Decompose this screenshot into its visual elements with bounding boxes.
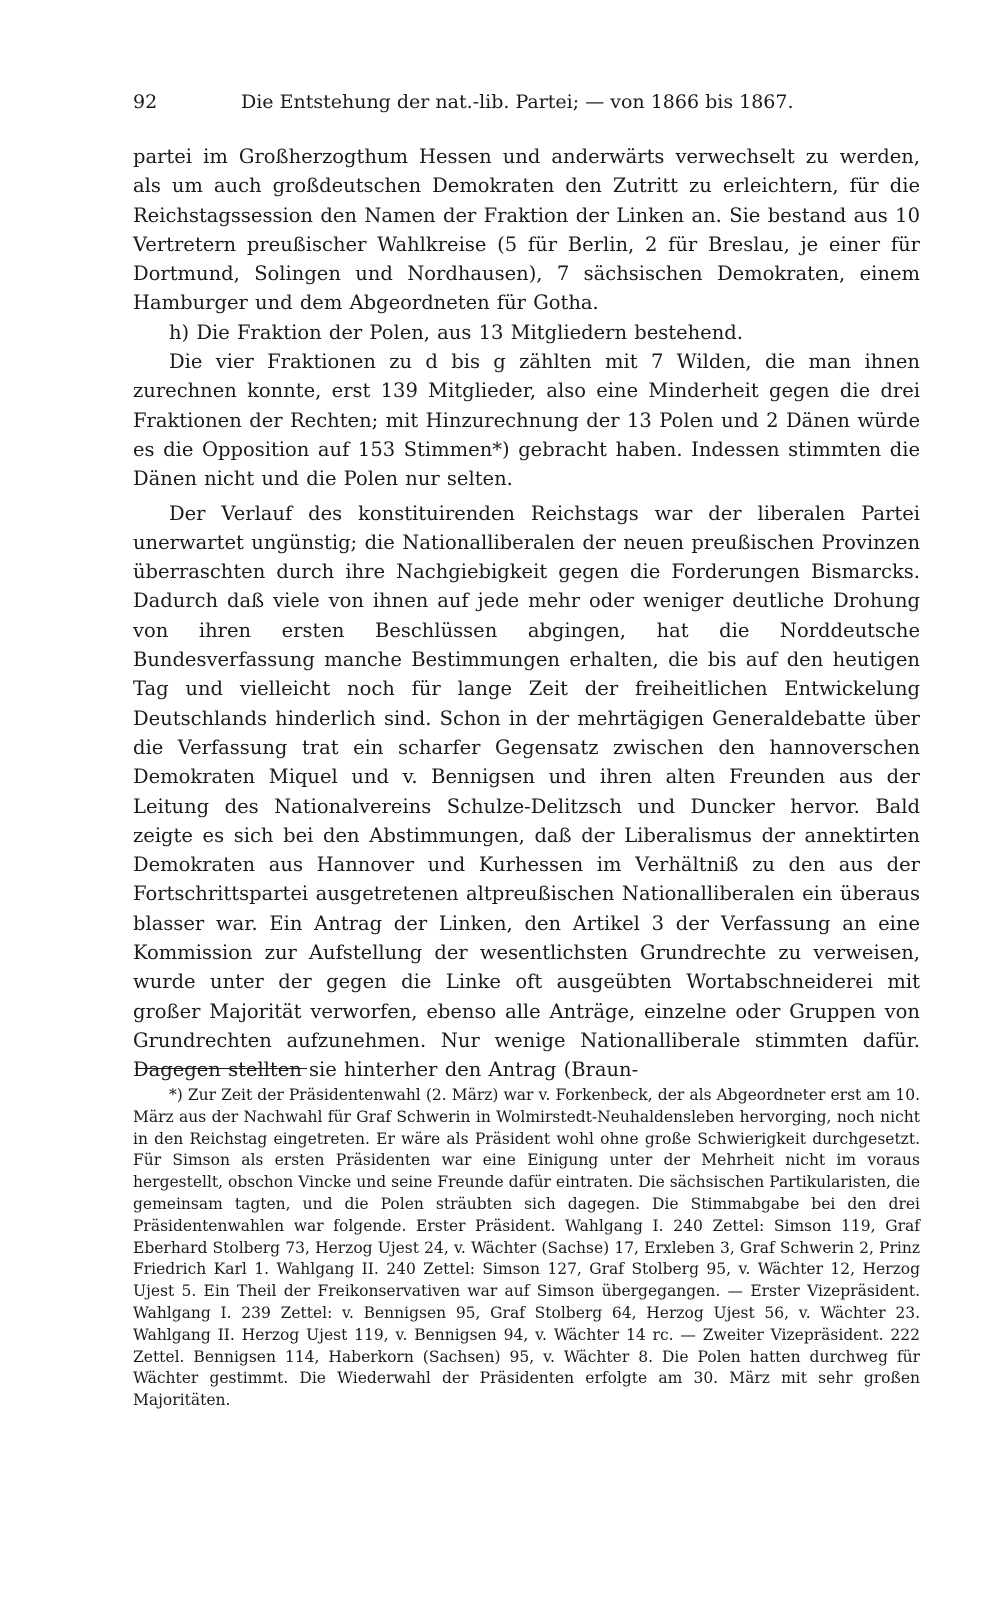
paragraph-continuation: partei im Großherzogthum Hessen und anderwärts verwechselt zu werden, als um auch großdeutschen Demokraten den Zutritt zu erleichtern, für die Reichstagssession den Namen der Fraktion der Linken an. Sie bestand aus 10 Vertretern preußischer Wahlkreise (5 für Berlin, 2 für Breslau, je einer für Dortmund, Solingen und Nordhausen), 7 sächsischen Demokraten, einem Hamburger und dem Abgeordneten für Gotha. [133,145,920,315]
page-header [133,86,923,118]
page-number: 92 [133,91,158,113]
footnote-divider [135,1068,307,1069]
running-title: Die Entstehung der nat.-lib. Partei; — von 1866 bis 1867. [241,91,794,113]
paragraph-fractions-count: Die vier Fraktionen zu d bis g zählten mit 7 Wilden, die man ihnen zurechnen konnte, erst 139 Mitglieder, also eine Minderheit gegen die drei Fraktionen der Rechten; mit Hinzurechnung der 13 Polen und 2 Dänen würde es die Opposition auf 153 Stimmen*) gebracht haben. Indessen stimmten die Dänen nicht und die Polen nur selten. [133,350,920,491]
footnote [133,1085,920,1412]
main-text [133,142,920,1085]
footnote-text: *) Zur Zeit der Präsidentenwahl (2. März) war v. Forkenbeck, der als Abgeordneter erst am 10. März aus der Nachwahl für Graf Schwerin in Wolmirstedt-Neuhaldensleben hervorging, noch nicht in den Reichstag eingetreten. Er wäre als Präsident wohl ohne große Schwierigkeit durchgesetzt. Für Simson als ersten Präsidenten war eine Einigung unter der Mehrheit nicht im voraus hergestellt, obschon Vincke und seine Freunde dafür eintraten. Die sächsischen Partikularisten, die gemeinsam tagten, und die Polen sträubten sich dagegen. Die Stimmabgabe bei den drei Präsidentenwahlen war folgende. Erster Präsident. Wahlgang I. 240 Zettel: Simson 119, Graf Eberhard Stolberg 73, Herzog Ujest 24, v. Wächter (Sachse) 17, Erxleben 3, Graf Schwerin 2, Prinz Friedrich Karl 1. Wahlgang II. 240 Zettel: Simson 127, Graf Stolberg 95, v. Wächter 12, Herzog Ujest 5. Ein Theil der Freikonservativen war auf Simson übergegangen. — Erster Vizepräsident. Wahlgang I. 239 Zettel: v. Bennigsen 95, Graf Stolberg 64, Herzog Ujest 56, v. Wächter 23. Wahlgang II. Herzog Ujest 119, v. Bennigsen 94, v. Wächter 14 rc. — Zweiter Vizepräsident. 222 Zettel. Bennigsen 114, Haberkorn (Sachsen) 95, v. Wächter 8. Die Polen hatten durchweg für Wächter gestimmt. Die Wiederwahl der Präsidenten erfolgte am 30. März mit sehr großen Majoritäten. [133,1086,920,1410]
paragraph-fraction-h: h) Die Fraktion der Polen, aus 13 Mitgliedern bestehend. [169,320,743,344]
paragraph-reichstag-course: Der Verlauf des konstituirenden Reichstags war der liberalen Partei unerwartet ungünstig; die Nationalliberalen der neuen preußischen Provinzen überraschten durch ihre Nachgiebigkeit gegen die Forderungen Bismarcks. Dadurch daß viele von ihnen auf jede mehr oder weniger deutliche Drohung von ihren ersten Beschlüssen abgingen, hat die Norddeutsche Bundesverfassung manche Bestimmungen erhalten, die bis auf den heutigen Tag und vielleicht noch für lange Zeit der freiheitlichen Entwickelung Deutschlands hinderlich sind. Schon in der mehrtägigen Generaldebatte über die Verfassung trat ein scharfer Gegensatz zwischen den hannoverschen Demokraten Miquel und v. Bennigsen und ihren alten Freunden aus der Leitung des Nationalvereins Schulze-Delitzsch und Duncker hervor. Bald zeigte es sich bei den Abstimmungen, daß der Liberalismus der annektirten Demokraten aus Hannover und Kurhessen im Verhältniß zu den aus der Fortschrittspartei ausgetretenen altpreußischen Nationalliberalen ein überaus blasser war. Ein Antrag der Linken, den Artikel 3 der Verfassung an eine Kommission zur Aufstellung der wesentlichsten Grundrechte zu verweisen, wurde unter der gegen die Linke oft ausgeübten Wortabschneiderei mit großer Majorität verworfen, ebenso alle Anträge, einzelne oder Gruppen von Grundrechten aufzunehmen. Nur wenige Nationalliberale stimmten dafür. Dagegen stellten sie hinterher den Antrag (Braun- [133,501,920,1082]
